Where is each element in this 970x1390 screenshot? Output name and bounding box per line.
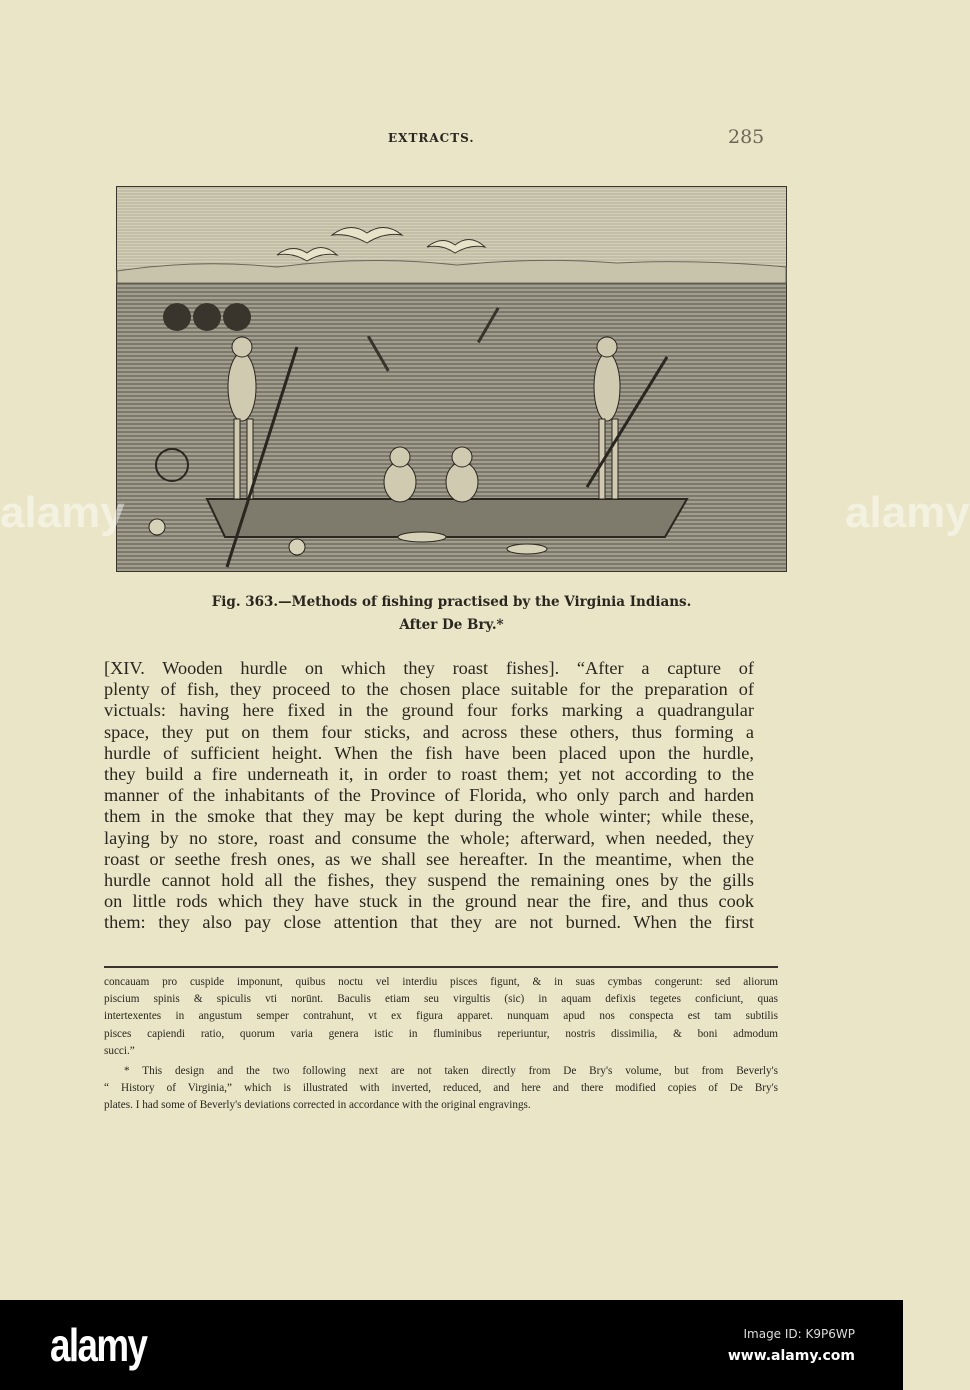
watermark-left: alamy	[0, 488, 125, 537]
body-line: them in the smoke that they may be kept during the whole winter; while these,	[104, 806, 754, 827]
footnote-star	[104, 1063, 778, 1115]
body-line: manner of the inhabitants of the Province of Florida, who only parch and harden	[104, 785, 754, 806]
alamy-logo: alamy	[50, 1319, 147, 1371]
footnote-line: concauam pro cuspide imponunt, quibus noctu vel interdiu pisces figunt, & in suas cymbas congerunt: sed aliorum	[104, 976, 778, 988]
body-line: plenty of fish, they proceed to the chosen place suitable for the preparation of	[104, 679, 754, 700]
footnote-latin	[104, 974, 778, 1060]
body-line: on little rods which they have stuck in the ground near the fire, and thus cook	[104, 891, 754, 912]
image-id: Image ID: K9P6WP	[743, 1327, 855, 1341]
body-line: they build a fire underneath it, in order to roast them; yet not according to the	[104, 763, 754, 784]
watermark-right: alamy	[845, 488, 970, 537]
body-line: [XIV. Wooden hurdle on which they roast fishes]. “After a capture of	[104, 658, 754, 678]
footnote-line: * This design and the two following next are not taken directly from De Bry's volume, but from Beverly's	[124, 1065, 778, 1077]
footnote-line: pisces capiendi ratio, quorum varia genera istic in fluminibus reperiuntur, nostris dissimilia, & boni admodum	[104, 1027, 778, 1040]
page-number: 285	[728, 126, 765, 148]
footnote-line: piscium spinis & spiculis vti norūnt. Baculis etiam seu virgultis (sic) in aquam defixis tegetes conficiunt, quas	[104, 993, 778, 1006]
body-line: space, they put on them four sticks, and across these others, thus forming a	[104, 721, 754, 742]
body-line: laying by no store, roast and consume the whole; afterward, when needed, they	[104, 827, 754, 848]
body-line: victuals: having here fixed in the ground four forks marking a quadrangular	[104, 700, 754, 721]
figure-attribution: After De Bry.*	[399, 617, 504, 633]
running-header: EXTRACTS.	[388, 131, 475, 145]
footnote-divider	[104, 966, 778, 968]
body-line: hurdle cannot hold all the fishes, they suspend the remaining ones by the gills	[104, 869, 754, 890]
footnote-line: plates. I had some of Beverly's deviations corrected in accordance with the original engravings.	[104, 1099, 531, 1112]
figure-caption: Fig. 363.—Methods of fishing practised by the Virginia Indians.	[211, 594, 692, 610]
body-text	[104, 658, 754, 933]
footnote-line: intertexentes in angustum semper contrahunt, vt ex figura apparet. nunquam apud nos conspecta est tam subtilis	[104, 1010, 778, 1023]
footnote-line: “ History of Virginia,” which is illustrated with inverted, reduced, and here and there modified copies of De Bry's	[104, 1082, 778, 1095]
footnote-line: succi.”	[104, 1044, 135, 1057]
site-url: www.alamy.com	[727, 1348, 855, 1364]
body-line: roast or seethe fresh ones, as we shall see hereafter. In the meantime, when the	[104, 848, 754, 869]
body-line: hurdle of sufficient height. When the fish have been placed upon the hurdle,	[104, 742, 754, 763]
engraving-illustration	[116, 186, 787, 572]
body-line: them: they also pay close attention that they are not burned. When the first	[104, 912, 754, 933]
